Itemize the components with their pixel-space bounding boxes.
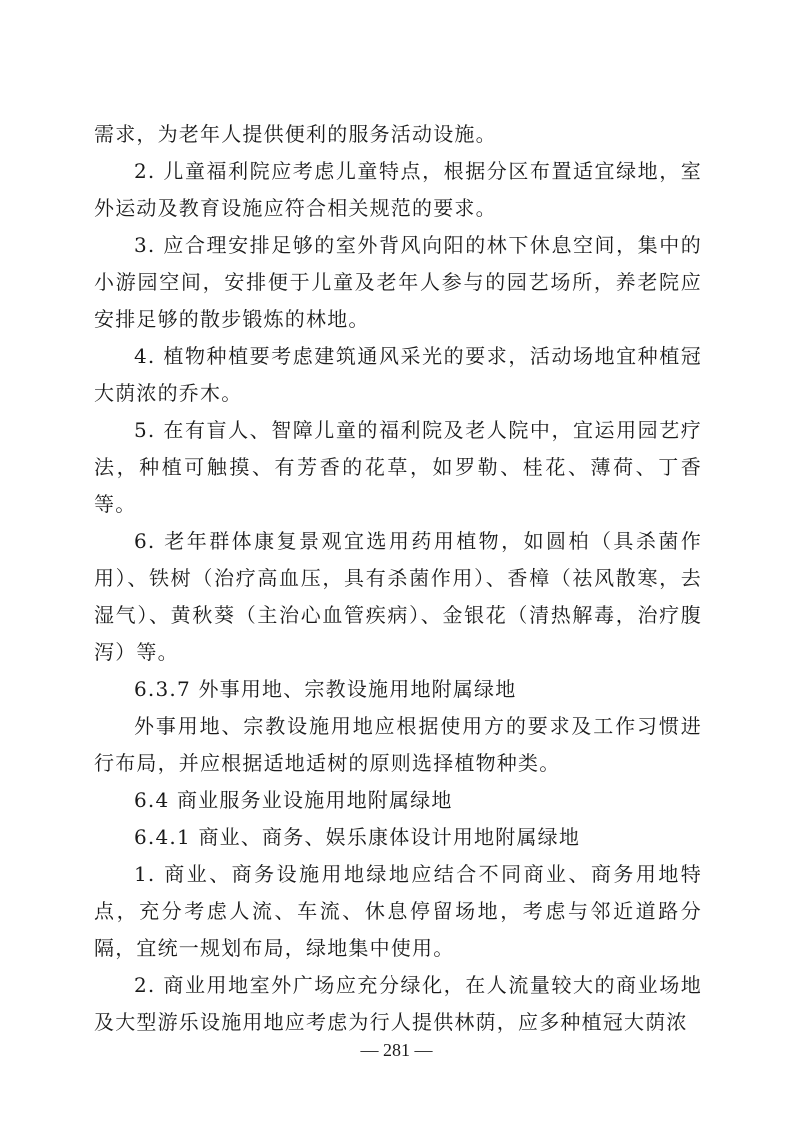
paragraph: 需求，为老年人提供便利的服务活动设施。 [94,122,497,146]
paragraph: 6. 老年群体康复景观宜选用药用植物，如圆柏（具杀菌作用）、铁树（治疗高血压，具有杀菌作用）、香樟（祛风散寒，去湿气）、黄秋葵（主治心血管疾病）、金银花（清热解毒，治疗腹泻）等。 [94,529,702,664]
paragraph: 外事用地、宗教设施用地应根据使用方的要求及工作习惯进行布局，并应根据适地适树的原则选择植物种类。 [94,714,702,775]
page-number: — 281 — [360,1040,433,1060]
paragraph: 2. 儿童福利院应考虑儿童特点，根据分区布置适宜绿地，室外运动及教育设施应符合相关规范的要求。 [94,159,702,220]
paragraph: 2. 商业用地室外广场应充分绿化，在人流量较大的商业场地及大型游乐设施用地应考虑为行人提供林荫，应多种植冠大荫浓 [94,973,702,1034]
paragraph: 3. 应合理安排足够的室外背风向阳的林下休息空间，集中的小游园空间，安排便于儿童及老年人参与的园艺场所，养老院应安排足够的散步锻炼的林地。 [94,233,702,331]
paragraph: 4. 植物种植要考虑建筑通风采光的要求，活动场地宜种植冠大荫浓的乔木。 [94,344,702,405]
paragraph: 5. 在有盲人、智障儿童的福利院及老人院中，宜运用园艺疗法，种植可触摸、有芳香的花草，如罗勒、桂花、薄荷、丁香等。 [94,418,702,516]
section-heading: 6.4 商业服务业设施用地附属绿地 [134,788,453,812]
section-heading: 6.3.7 外事用地、宗教设施用地附属绿地 [134,677,517,701]
section-heading: 6.4.1 商业、商务、娱乐康体设计用地附属绿地 [134,825,581,849]
paragraph: 1. 商业、商务设施用地绿地应结合不同商业、商务用地特点，充分考虑人流、车流、休息停留场地，考虑与邻近道路分隔，宜统一规划布局，绿地集中使用。 [94,862,702,960]
body-text [94,116,702,1041]
